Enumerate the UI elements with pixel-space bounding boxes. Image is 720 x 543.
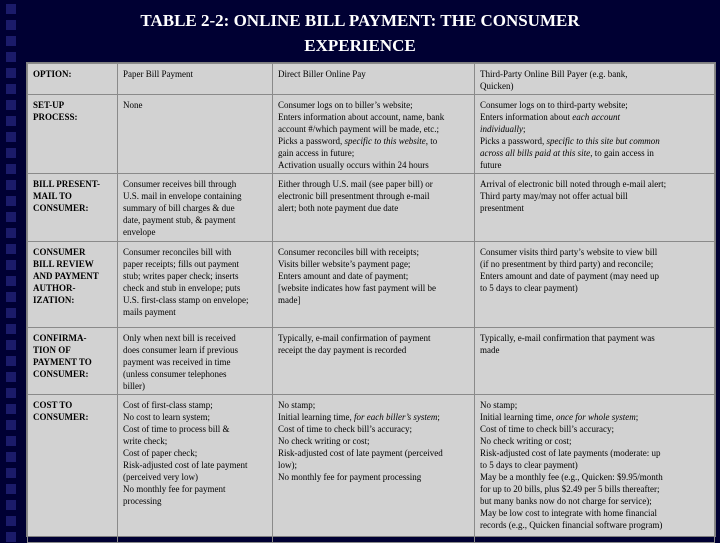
cell-text: ; — [523, 124, 526, 134]
title-line-1: TABLE 2-2: ONLINE BILL PAYMENT: THE CONSUMER — [140, 11, 580, 30]
decorative-square — [6, 68, 16, 78]
cell-text: (perceived very low) — [123, 472, 198, 482]
row-header-line: CONFIRMA- — [33, 333, 87, 343]
row-header — [28, 174, 118, 242]
cell-text: low); — [278, 460, 297, 470]
cell-line — [480, 411, 711, 423]
cell-text: No cost to learn system; — [123, 412, 210, 422]
cell-line — [480, 435, 711, 447]
cell-text: to 5 days to clear payment) — [480, 460, 578, 470]
cell-text: presentment — [480, 203, 524, 213]
cell-text: Risk-adjusted cost of late payments (moderate: up — [480, 448, 661, 458]
cell-line — [278, 399, 471, 411]
row-header-line: BILL PRESENT- — [33, 179, 100, 189]
cell-line — [278, 332, 471, 344]
cell-text: Cost of paper check; — [123, 448, 198, 458]
cell-line — [480, 147, 711, 159]
cell-text: Consumer logs on to third-party website; — [480, 100, 628, 110]
decorative-square — [6, 516, 16, 526]
decorative-square — [6, 468, 16, 478]
decorative-square — [6, 228, 16, 238]
table-cell — [475, 174, 715, 242]
decorative-square — [6, 436, 16, 446]
table-cell — [118, 395, 273, 543]
cell-line — [480, 178, 711, 190]
cell-text: made — [480, 345, 500, 355]
cell-line — [278, 246, 471, 258]
decorative-square-column — [0, 0, 22, 540]
cell-text: No stamp; — [278, 400, 316, 410]
row-header — [28, 95, 118, 174]
cell-text: Cost of time to check bill’s accuracy; — [278, 424, 412, 434]
cell-line — [480, 270, 711, 282]
cell-line — [278, 202, 471, 214]
decorative-square — [6, 532, 16, 542]
row-header-line: PAYMENT TO — [33, 357, 92, 367]
cell-text: processing — [123, 496, 162, 506]
cell-text: Arrival of electronic bill noted through e-mail alert; — [480, 179, 667, 189]
cell-text: mails payment — [123, 307, 176, 317]
title-line-2: EXPERIENCE — [304, 36, 416, 55]
cell-line — [123, 178, 269, 190]
decorative-square — [6, 420, 16, 430]
cell-text-italic: across all bills paid at this site — [480, 148, 591, 158]
decorative-square — [6, 292, 16, 302]
cell-line — [278, 147, 471, 159]
cell-line — [480, 344, 711, 356]
cell-line — [480, 399, 711, 411]
table-cell — [475, 64, 715, 95]
cell-text: Risk-adjusted cost of late payment — [123, 460, 248, 470]
row-header — [28, 242, 118, 328]
cell-line — [123, 306, 269, 318]
cell-text: [website indicates how fast payment will be — [278, 283, 436, 293]
cell-text-italic: individually — [480, 124, 523, 134]
cell-text: Enters amount and date of payment; — [278, 271, 409, 281]
row-header — [28, 395, 118, 543]
cell-text: No check writing or cost; — [480, 436, 572, 446]
cell-text: receipt the day payment is recorded — [278, 345, 407, 355]
cell-line — [123, 356, 269, 368]
cell-line — [480, 246, 711, 258]
cell-text-italic: once for whole system — [555, 412, 636, 422]
cell-text: paper receipts; fills out payment — [123, 259, 239, 269]
decorative-square — [6, 260, 16, 270]
row-header — [28, 328, 118, 395]
decorative-square — [6, 340, 16, 350]
cell-text: Consumer logs on to biller’s website; — [278, 100, 413, 110]
table-cell — [118, 242, 273, 328]
cell-line — [480, 447, 711, 459]
cell-line — [123, 226, 269, 238]
cell-text: to 5 days to clear payment) — [480, 283, 578, 293]
cell-line — [278, 282, 471, 294]
cell-line — [480, 190, 711, 202]
decorative-square — [6, 404, 16, 414]
cell-text: future — [480, 160, 502, 170]
cell-line — [278, 178, 471, 190]
table-row — [28, 395, 715, 543]
table-cell — [475, 328, 715, 395]
cell-line — [480, 459, 711, 471]
cell-text-italic: each account — [572, 112, 620, 122]
decorative-square — [6, 148, 16, 158]
cell-line — [123, 214, 269, 226]
cell-text: payment was received in time — [123, 357, 231, 367]
cell-text: Consumer reconciles bill with — [123, 247, 232, 257]
cell-text: summary of bill charges & due — [123, 203, 235, 213]
table-cell — [273, 95, 475, 174]
cell-line — [480, 423, 711, 435]
cell-text: May be low cost to integrate with home financial — [480, 508, 657, 518]
cell-line — [480, 99, 711, 111]
cell-line — [278, 459, 471, 471]
cell-text: Enters amount and date of payment (may need up — [480, 271, 659, 281]
cell-text: Cost of time to check bill’s accuracy; — [480, 424, 614, 434]
cell-line — [123, 471, 269, 483]
cell-line — [278, 411, 471, 423]
cell-line — [123, 368, 269, 380]
decorative-square — [6, 132, 16, 142]
row-header-line: BILL REVIEW — [33, 259, 94, 269]
cell-line — [123, 495, 269, 507]
cell-line — [123, 202, 269, 214]
cell-text: Consumer receives bill through — [123, 179, 237, 189]
cell-line — [278, 294, 471, 306]
row-header-line: CONSUMER: — [33, 369, 89, 379]
cell-text: records (e.g., Quicken financial software program) — [480, 520, 663, 530]
table-cell — [273, 328, 475, 395]
cell-line — [480, 111, 711, 123]
decorative-square — [6, 500, 16, 510]
table-cell — [118, 95, 273, 174]
cell-line — [278, 68, 471, 80]
table-cell — [273, 242, 475, 328]
cell-line — [278, 435, 471, 447]
table-cell — [118, 328, 273, 395]
cell-line — [123, 258, 269, 270]
cell-line — [123, 190, 269, 202]
cell-text: Enters information about — [480, 112, 573, 122]
cell-text: date, payment stub, & payment — [123, 215, 236, 225]
cell-text: Initial learning time, — [278, 412, 354, 422]
table-row — [28, 328, 715, 395]
cell-text: made] — [278, 295, 301, 305]
row-header-line: AUTHOR- — [33, 283, 76, 293]
table-cell — [118, 64, 273, 95]
cell-line — [278, 99, 471, 111]
cell-text: U.S. mail in envelope containing — [123, 191, 242, 201]
cell-line — [480, 471, 711, 483]
decorative-square — [6, 164, 16, 174]
row-header-line: TION OF — [33, 345, 71, 355]
cell-line — [278, 190, 471, 202]
cell-text: Consumer reconciles bill with receipts; — [278, 247, 419, 257]
row-header-line: MAIL TO — [33, 191, 72, 201]
cell-line — [123, 380, 269, 392]
cell-line — [480, 68, 711, 80]
cell-text-italic: for each biller’s system — [353, 412, 438, 422]
cell-text: Consumer visits third party’s website to view bill — [480, 247, 658, 257]
cell-line — [123, 294, 269, 306]
cell-text: for up to 20 bills, plus $2.49 per 5 bills thereafter; — [480, 484, 660, 494]
cell-text: No stamp; — [480, 400, 518, 410]
cell-text-italic: specific to this site but common — [546, 136, 660, 146]
cell-text: stub; writes paper check; inserts — [123, 271, 239, 281]
row-header — [28, 64, 118, 95]
cell-text: Third party may/may not offer actual bill — [480, 191, 628, 201]
cell-text: Either through U.S. mail (see paper bill) or — [278, 179, 433, 189]
table-cell — [273, 174, 475, 242]
cell-line — [480, 519, 711, 531]
page-title — [30, 8, 690, 58]
row-header-line: CONSUMER: — [33, 203, 89, 213]
decorative-square — [6, 244, 16, 254]
decorative-square — [6, 4, 16, 14]
decorative-square — [6, 212, 16, 222]
cell-line — [123, 435, 269, 447]
cell-text: None — [123, 100, 143, 110]
cell-text: does consumer learn if previous — [123, 345, 238, 355]
table-cell — [475, 95, 715, 174]
cell-line — [480, 483, 711, 495]
cell-text: No check writing or cost; — [278, 436, 370, 446]
table-cell — [475, 395, 715, 543]
cell-text: Enters information about account, name, bank — [278, 112, 445, 122]
cell-text: electronic bill presentment through e-mail — [278, 191, 430, 201]
cell-text: Activation usually occurs within 24 hours — [278, 160, 429, 170]
cell-line — [278, 123, 471, 135]
cell-line — [278, 423, 471, 435]
cell-text: Picks a password, — [480, 136, 547, 146]
decorative-square — [6, 324, 16, 334]
row-header-line: AND PAYMENT — [33, 271, 99, 281]
cell-line — [278, 344, 471, 356]
cell-line — [278, 135, 471, 147]
cell-line — [480, 258, 711, 270]
decorative-square — [6, 388, 16, 398]
cell-text: account #/which payment will be made, etc.; — [278, 124, 439, 134]
cell-text: Typically, e-mail confirmation of payment — [278, 333, 431, 343]
table-row — [28, 174, 715, 242]
cell-text: (unless consumer telephones — [123, 369, 227, 379]
cell-text: (if no presentment by third party) and reconcile; — [480, 259, 654, 269]
cell-line — [123, 411, 269, 423]
cell-line — [278, 447, 471, 459]
cell-text: Picks a password, — [278, 136, 345, 146]
cell-text: check and stub in envelope; puts — [123, 283, 241, 293]
decorative-square — [6, 116, 16, 126]
row-header-line: COST TO — [33, 400, 73, 410]
decorative-square — [6, 196, 16, 206]
cell-line — [480, 332, 711, 344]
cell-text: ; — [437, 412, 440, 422]
cell-line — [123, 68, 269, 80]
cell-line — [480, 135, 711, 147]
cell-line — [278, 111, 471, 123]
cell-text: Cost of first-class stamp; — [123, 400, 213, 410]
comparison-table-container — [26, 62, 716, 537]
decorative-square — [6, 52, 16, 62]
cell-text: No monthly fee for payment processing — [278, 472, 422, 482]
decorative-square — [6, 452, 16, 462]
cell-text: biller) — [123, 381, 145, 391]
decorative-square — [6, 20, 16, 30]
decorative-square — [6, 356, 16, 366]
cell-line — [480, 159, 711, 171]
decorative-square — [6, 276, 16, 286]
decorative-square — [6, 308, 16, 318]
cell-line — [123, 483, 269, 495]
cell-line — [480, 507, 711, 519]
cell-text: Paper Bill Payment — [123, 69, 193, 79]
cell-text: Typically, e-mail confirmation that payment was — [480, 333, 655, 343]
row-header-line: OPTION: — [33, 69, 72, 79]
cell-text: Visits biller website’s payment page; — [278, 259, 411, 269]
cell-line — [480, 202, 711, 214]
table-cell — [273, 395, 475, 543]
cell-line — [123, 447, 269, 459]
cell-text: write check; — [123, 436, 168, 446]
row-header-line: PROCESS: — [33, 112, 78, 122]
decorative-square — [6, 484, 16, 494]
table-row — [28, 64, 715, 95]
decorative-square — [6, 372, 16, 382]
cell-line — [278, 258, 471, 270]
cell-text: envelope — [123, 227, 156, 237]
cell-line — [123, 99, 269, 111]
decorative-square — [6, 84, 16, 94]
cell-line — [480, 123, 711, 135]
table-row — [28, 242, 715, 328]
cell-line — [123, 246, 269, 258]
cell-line — [123, 282, 269, 294]
cell-line — [480, 282, 711, 294]
cell-line — [278, 159, 471, 171]
cell-text: , to gain access in — [590, 148, 654, 158]
cell-line — [123, 344, 269, 356]
table-cell — [273, 64, 475, 95]
cell-text: gain access in future; — [278, 148, 355, 158]
table-cell — [118, 174, 273, 242]
cell-text: No monthly fee for payment — [123, 484, 226, 494]
cell-text: but many banks now do not charge for service); — [480, 496, 652, 506]
cell-line — [123, 332, 269, 344]
decorative-square — [6, 36, 16, 46]
decorative-square — [6, 100, 16, 110]
cell-line — [123, 399, 269, 411]
row-header-line: CONSUMER — [33, 247, 86, 257]
cell-text: ; — [635, 412, 639, 422]
cell-text: Risk-adjusted cost of late payment (perceived — [278, 448, 443, 458]
row-header-line: IZATION: — [33, 295, 75, 305]
cell-line — [123, 459, 269, 471]
cell-text: Third-Party Online Bill Payer (e.g. bank, — [480, 69, 628, 79]
cell-line — [123, 423, 269, 435]
table-row — [28, 95, 715, 174]
cell-text: Only when next bill is received — [123, 333, 236, 343]
cell-text: Direct Biller Online Pay — [278, 69, 366, 79]
cell-text-italic: specific to this website — [344, 136, 426, 146]
cell-text: Quicken) — [480, 81, 514, 91]
cell-text: May be a monthly fee (e.g., Quicken: $9.95/month — [480, 472, 663, 482]
cell-line — [278, 270, 471, 282]
row-header-line: CONSUMER: — [33, 412, 89, 422]
row-header-line: SET-UP — [33, 100, 65, 110]
table-cell — [475, 242, 715, 328]
cell-line — [480, 495, 711, 507]
comparison-table — [27, 63, 715, 543]
cell-line — [480, 80, 711, 92]
cell-text: Cost of time to process bill & — [123, 424, 230, 434]
cell-line — [278, 471, 471, 483]
decorative-square — [6, 180, 16, 190]
cell-line — [123, 270, 269, 282]
cell-text: U.S. first-class stamp on envelope; — [123, 295, 249, 305]
cell-text: , to — [425, 136, 438, 146]
cell-text: alert; both note payment due date — [278, 203, 399, 213]
cell-text: Initial learning time, — [480, 412, 556, 422]
